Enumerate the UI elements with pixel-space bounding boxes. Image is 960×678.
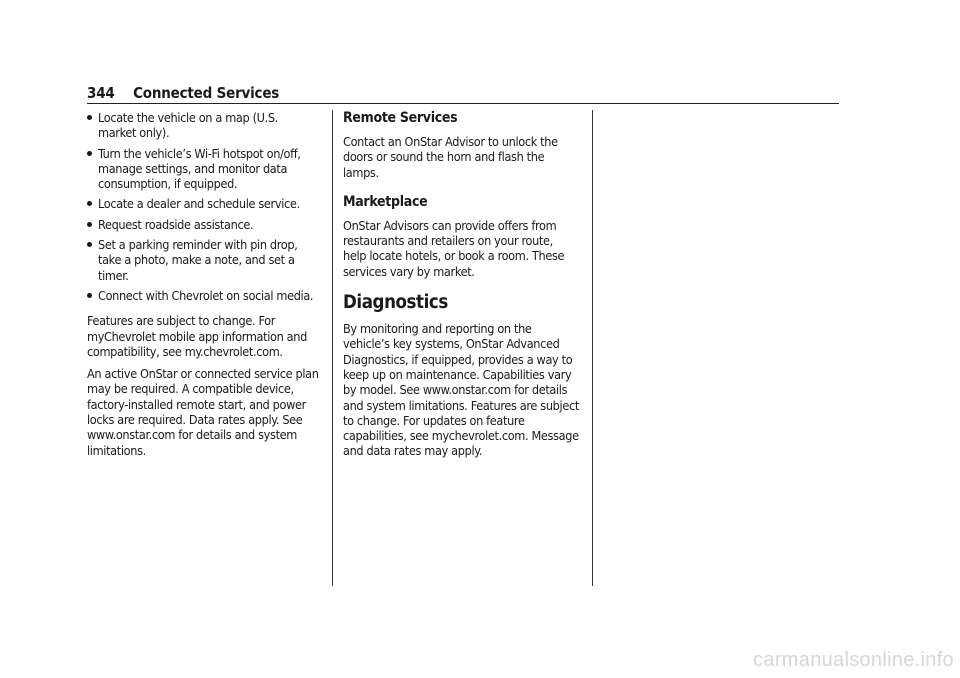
column-divider: [332, 110, 333, 586]
list-item: Locate a dealer and schedule service.: [87, 196, 319, 211]
section-title: Connected Services: [133, 84, 280, 102]
diagnostics-heading: Diagnostics: [343, 292, 448, 314]
remote-services-heading: Remote Services: [343, 110, 458, 126]
left-column: [87, 110, 319, 465]
features-note: Features are subject to change. For myChevrolet mobile app information and compatibility, see my.chevrolet.com.: [87, 313, 307, 359]
column-divider: [592, 110, 593, 586]
bullet-icon: [87, 115, 92, 120]
page-number: 344: [87, 84, 115, 102]
remote-services-body: Contact an OnStar Advisor to unlock the doors or sound the horn and flash the lamps.: [343, 134, 558, 180]
marketplace-heading: Marketplace: [343, 193, 428, 210]
page-header: [87, 84, 839, 104]
marketplace-body: OnStar Advisors can provide offers from restaurants and retailers on your route, help locate hotels, or book a room. These services vary by market.: [343, 217, 565, 279]
list-item: Locate the vehicle on a map (U.S. market only).: [87, 110, 319, 141]
bullet-icon: [87, 242, 92, 247]
bullet-icon: [87, 201, 92, 206]
feature-list: [87, 110, 319, 303]
bullet-icon: [87, 222, 92, 227]
list-item: Turn the vehicle’s Wi-Fi hotspot on/off, manage settings, and monitor data consumption, if equipped.: [87, 146, 319, 192]
list-item: Set a parking reminder with pin drop, take a photo, make a note, and set a timer.: [87, 237, 319, 283]
middle-column: [343, 110, 579, 466]
list-item: Request roadside assistance.: [87, 217, 319, 232]
list-item: Connect with Chevrolet on social media.: [87, 288, 319, 303]
bullet-icon: [87, 151, 92, 156]
diagnostics-body: By monitoring and reporting on the vehicle’s key systems, OnStar Advanced Diagnostics, if equipped, provides a way to keep up on maintenance. Capabilities vary by model. See www.onstar.com for details and system limitations. Features are subject to change. For updates on feature capabilities, see mychevrolet.com. Message and data rates may apply.: [343, 321, 579, 459]
bullet-icon: [87, 293, 92, 298]
watermark-text: carmanualsonline.info: [753, 649, 954, 671]
service-plan-note: An active OnStar or connected service plan may be required. A compatible device, factory-installed remote start, and power locks are required. Data rates apply. See www.onstar.com for details and system limitations.: [87, 366, 319, 458]
